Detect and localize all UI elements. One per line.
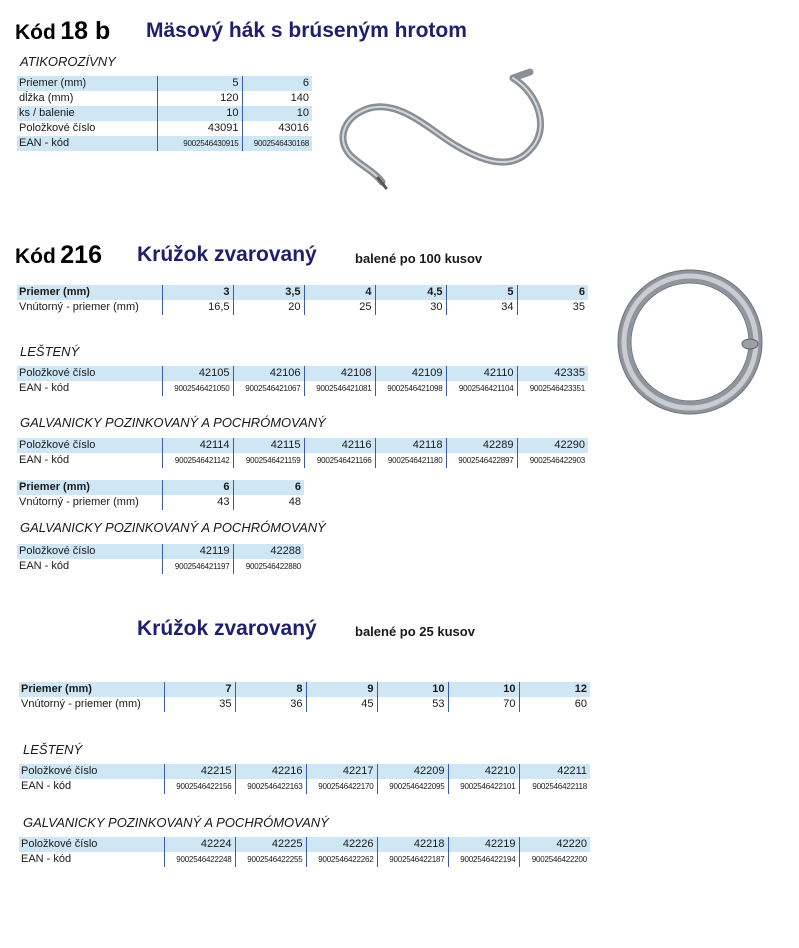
table-row xyxy=(17,136,312,151)
hook-spec-table xyxy=(17,76,312,151)
table-cell: 42218 xyxy=(377,837,448,852)
ring100-galv-table xyxy=(17,438,588,468)
section2-code xyxy=(15,241,102,270)
table-cell: 5 xyxy=(157,76,242,91)
section3-note: balené po 25 kusov xyxy=(355,624,475,639)
table-cell: 9002546422262 xyxy=(306,852,377,867)
table-cell: 9002546422255 xyxy=(235,852,306,867)
table-cell: 42119 xyxy=(162,544,233,559)
table-cell: 9002546422170 xyxy=(306,779,377,794)
table-cell: 6 xyxy=(162,480,233,495)
table-cell: 10 xyxy=(448,682,519,697)
table-row xyxy=(17,91,312,106)
table-row xyxy=(17,438,588,453)
table-cell: 42106 xyxy=(233,366,304,381)
table-row xyxy=(17,480,304,495)
row-label: EAN - kód xyxy=(19,382,70,394)
table-cell: 9002546422156 xyxy=(164,779,235,794)
table-cell: 42116 xyxy=(304,438,375,453)
ring25-galv-subhead: GALVANICKY POZINKOVANÝ A POCHRÓMOVANÝ xyxy=(23,815,329,830)
table-cell: 43 xyxy=(162,495,233,510)
ring25-lesteny-table xyxy=(19,764,590,794)
table-cell: 10 xyxy=(377,682,448,697)
ring100-dims-table xyxy=(17,285,588,315)
table-cell: 10 xyxy=(242,106,312,121)
section1-subhead: ATIKOROZÍVNY xyxy=(20,54,116,69)
table-cell: 9002546422880 xyxy=(233,559,304,574)
table-cell: 20 xyxy=(233,300,304,315)
section3-title: Krúžok zvarovaný xyxy=(137,617,317,640)
table-cell: 9002546422187 xyxy=(377,852,448,867)
table-row xyxy=(17,453,588,468)
section2-note: balené po 100 kusov xyxy=(355,251,483,266)
code-word: Kód xyxy=(15,245,56,268)
table-row xyxy=(17,495,304,510)
ring100-galv-subhead: GALVANICKY POZINKOVANÝ A POCHRÓMOVANÝ xyxy=(20,415,326,430)
table-cell: 53 xyxy=(377,697,448,712)
ring25-lesteny-subhead: LEŠTENÝ xyxy=(23,742,83,757)
row-label: Položkové číslo xyxy=(19,122,96,134)
row-label: EAN - kód xyxy=(21,780,72,792)
table-cell: 140 xyxy=(242,91,312,106)
table-cell: 42335 xyxy=(517,366,588,381)
table-cell: 5 xyxy=(446,285,517,300)
ring100-lesteny-subhead: LEŠTENÝ xyxy=(20,344,80,359)
table-cell: 25 xyxy=(304,300,375,315)
section2-title: Krúžok zvarovaný xyxy=(137,243,317,266)
table-cell: 42110 xyxy=(446,366,517,381)
code-number: 216 xyxy=(60,241,102,269)
ring100-galv2-table xyxy=(17,544,304,574)
table-row xyxy=(19,697,590,712)
row-label: EAN - kód xyxy=(17,136,157,151)
table-cell: 36 xyxy=(235,697,306,712)
table-cell: 42210 xyxy=(448,764,519,779)
table-cell: 9002546422101 xyxy=(448,779,519,794)
row-label: EAN - kód xyxy=(19,454,70,466)
table-cell: 9002546422248 xyxy=(164,852,235,867)
table-cell: 8 xyxy=(235,682,306,697)
table-cell: 3,5 xyxy=(233,285,304,300)
table-cell: 6 xyxy=(517,285,588,300)
ring25-galv-table xyxy=(19,837,590,867)
table-cell: 42219 xyxy=(448,837,519,852)
table-row xyxy=(17,76,312,91)
row-label: Vnútorný - priemer (mm) xyxy=(19,301,139,313)
table-cell: 42211 xyxy=(519,764,590,779)
row-label: dĺžka (mm) xyxy=(19,92,74,104)
table-cell: 9002546421098 xyxy=(375,381,446,396)
table-cell: 9 xyxy=(306,682,377,697)
table-cell: 35 xyxy=(517,300,588,315)
table-cell: 6 xyxy=(242,76,312,91)
table-cell: 42215 xyxy=(164,764,235,779)
table-cell: 9002546422163 xyxy=(235,779,306,794)
table-cell: 4,5 xyxy=(375,285,446,300)
table-cell: 42289 xyxy=(446,438,517,453)
row-label: EAN - kód xyxy=(19,560,70,572)
table-row xyxy=(17,544,304,559)
table-cell: 9002546430915 xyxy=(157,136,242,151)
table-cell: 42216 xyxy=(235,764,306,779)
welded-ring-image xyxy=(610,262,770,422)
table-cell: 42209 xyxy=(377,764,448,779)
table-cell: 42217 xyxy=(306,764,377,779)
table-cell: 42118 xyxy=(375,438,446,453)
table-cell: 70 xyxy=(448,697,519,712)
table-cell: 42108 xyxy=(304,366,375,381)
table-cell: 9002546421142 xyxy=(162,453,233,468)
table-cell: 42224 xyxy=(164,837,235,852)
table-row xyxy=(17,285,588,300)
table-row xyxy=(19,682,590,697)
table-cell: 9002546421197 xyxy=(162,559,233,574)
table-cell: 9002546421050 xyxy=(162,381,233,396)
row-label: Vnútorný - priemer (mm) xyxy=(19,496,139,508)
row-label: Priemer (mm) xyxy=(17,285,162,300)
table-row xyxy=(19,779,590,794)
table-row xyxy=(19,852,590,867)
row-label: Priemer (mm) xyxy=(17,480,162,495)
table-cell: 30 xyxy=(375,300,446,315)
section1-title: Mäsový hák s brúseným hrotom xyxy=(146,19,467,42)
s-hook-image xyxy=(330,60,570,190)
table-row xyxy=(17,106,312,121)
table-cell: 34 xyxy=(446,300,517,315)
table-cell: 9002546423351 xyxy=(517,381,588,396)
table-cell: 45 xyxy=(306,697,377,712)
table-cell: 9002546421180 xyxy=(375,453,446,468)
ring100-dims2-table xyxy=(17,480,304,510)
table-cell: 60 xyxy=(519,697,590,712)
table-cell: 9002546422903 xyxy=(517,453,588,468)
row-label: Položkové číslo xyxy=(17,366,162,381)
table-cell: 43016 xyxy=(242,121,312,136)
table-cell: 9002546422200 xyxy=(519,852,590,867)
table-cell: 42105 xyxy=(162,366,233,381)
table-cell: 42114 xyxy=(162,438,233,453)
table-cell: 42288 xyxy=(233,544,304,559)
table-cell: 42220 xyxy=(519,837,590,852)
table-cell: 42290 xyxy=(517,438,588,453)
table-cell: 120 xyxy=(157,91,242,106)
code-word: Kód xyxy=(15,21,56,44)
table-row xyxy=(17,366,588,381)
table-row xyxy=(17,300,588,315)
table-cell: 9002546421081 xyxy=(304,381,375,396)
table-cell: 35 xyxy=(164,697,235,712)
table-cell: 9002546421067 xyxy=(233,381,304,396)
table-cell: 16,5 xyxy=(162,300,233,315)
table-row xyxy=(19,764,590,779)
row-label: Priemer (mm) xyxy=(19,682,164,697)
table-row xyxy=(19,837,590,852)
table-cell: 42225 xyxy=(235,837,306,852)
ring100-galv2-subhead: GALVANICKY POZINKOVANÝ A POCHRÓMOVANÝ xyxy=(20,520,326,535)
row-label: Vnútorný - priemer (mm) xyxy=(21,698,141,710)
table-cell: 4 xyxy=(304,285,375,300)
table-cell: 9002546421159 xyxy=(233,453,304,468)
table-row xyxy=(17,121,312,136)
row-label: Položkové číslo xyxy=(19,837,164,852)
table-cell: 9002546430168 xyxy=(242,136,312,151)
row-label: Priemer (mm) xyxy=(17,76,157,91)
table-cell: 9002546422194 xyxy=(448,852,519,867)
table-cell: 9002546422095 xyxy=(377,779,448,794)
ring100-lesteny-table xyxy=(17,366,588,396)
code-number: 18 b xyxy=(60,17,111,45)
row-label: Položkové číslo xyxy=(17,438,162,453)
row-label: ks / balenie xyxy=(17,106,157,121)
table-cell: 9002546422118 xyxy=(519,779,590,794)
row-label: EAN - kód xyxy=(21,853,72,865)
table-cell: 42115 xyxy=(233,438,304,453)
table-cell: 12 xyxy=(519,682,590,697)
table-cell: 43091 xyxy=(157,121,242,136)
table-cell: 9002546422897 xyxy=(446,453,517,468)
row-label: Položkové číslo xyxy=(19,764,164,779)
table-cell: 6 xyxy=(233,480,304,495)
table-cell: 48 xyxy=(233,495,304,510)
row-label: Položkové číslo xyxy=(17,544,162,559)
table-cell: 9002546421104 xyxy=(446,381,517,396)
section1-code xyxy=(15,17,110,46)
table-cell: 10 xyxy=(157,106,242,121)
ring25-dims-table xyxy=(19,682,590,712)
table-cell: 7 xyxy=(164,682,235,697)
table-cell: 3 xyxy=(162,285,233,300)
table-row xyxy=(17,559,304,574)
table-cell: 42226 xyxy=(306,837,377,852)
table-row xyxy=(17,381,588,396)
table-cell: 9002546421166 xyxy=(304,453,375,468)
table-cell: 42109 xyxy=(375,366,446,381)
